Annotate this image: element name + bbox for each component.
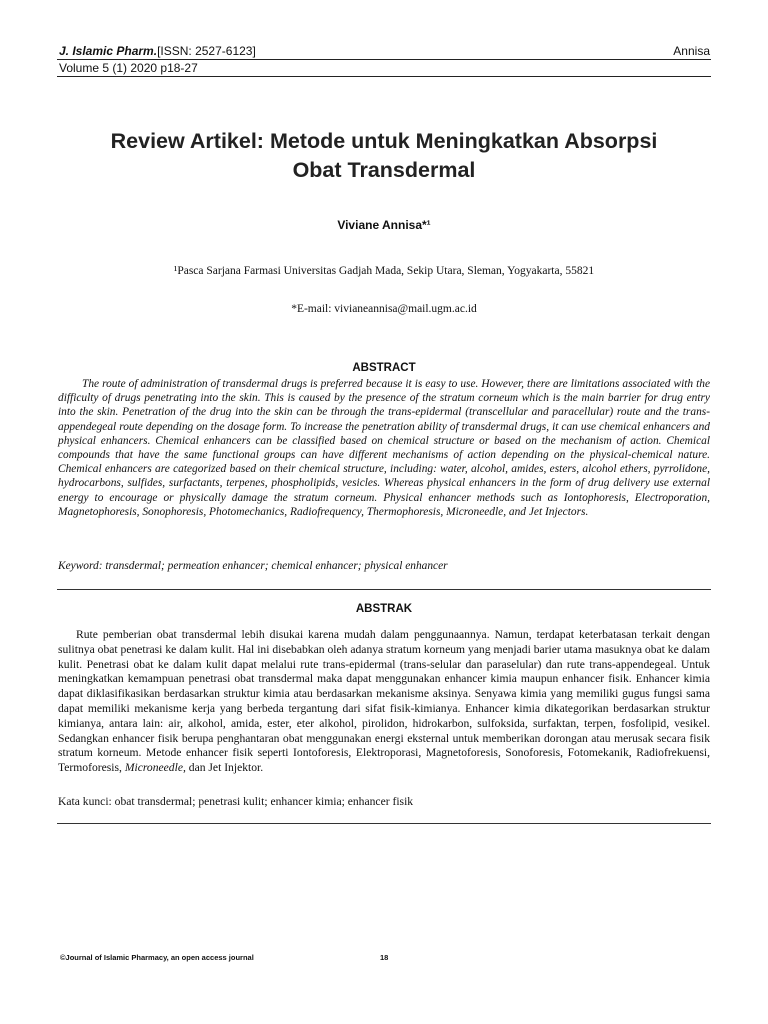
abstract-text: The route of administration of transdermal drugs is preferred because it is easy to use. However, there are limitations associated with the difficulty of drugs penetrating into the skin. This is caused by the presence of the stratum corneum which is the main barrier for drug entry into the skin. Penetration of the drug into the skin can be through the trans-epidermal (transcellular and paracellular) route and the trans-appendegeal route depending on the dosage form. To increase the penetration ability of transdermal drugs, it can use chemical enhancers and physical enhancers. Chemical enhancers can be classified based on chemical structure or based on the mechanism of action. Chemical compounds that have the same functional groups can have different mechanisms of action depending on the physical-chemical nature. Chemical enhancers are categorized based on their chemical structure, including: water, alcohol, amides, esters, alcohol ethers, pyrrolidone, hydrocarbons, sulfides, surfactants, terpenes, phospholipids, vesicles. Whereas physical enhancers in the form of drug delivery use external energy to encourage or physically damage the stratum corneum. Physical enhancer methods such as Iontophoresis, Electroporation, Magnetophoresis, Sonophoresis, Photomechanics, Radiofrequency, Thermophoresis, Microneedle, and Jet Injectors. [58, 378, 710, 518]
journal-name: J. Islamic Pharm. [59, 44, 158, 58]
footer-copyright: ©Journal of Islamic Pharmacy, an open access journal [60, 953, 254, 962]
author-name: Viviane Annisa*¹ [337, 218, 431, 232]
running-header-author: Annisa [673, 44, 710, 58]
title-line-2: Obat Transdermal [292, 158, 476, 182]
volume-info: Volume 5 (1) 2020 p18-27 [59, 61, 198, 75]
article-title [60, 127, 708, 185]
header-divider [57, 59, 711, 60]
abstract-heading: ABSTRACT [352, 362, 416, 374]
section-divider-top [57, 589, 711, 590]
header-divider-bottom [57, 76, 711, 77]
page-number: 18 [380, 953, 389, 962]
title-line-1: Review Artikel: Metode untuk Meningkatkan Absorpsi [110, 129, 658, 153]
author-affiliation: ¹Pasca Sarjana Farmasi Universitas Gadjah Mada, Sekip Utara, Sleman, Yogyakarta, 55821 [173, 265, 595, 277]
abstrak-keywords: Kata kunci: obat transdermal; penetrasi kulit; enhancer kimia; enhancer fisik [58, 795, 414, 808]
abstrak-text-italic: Microneedle, [124, 761, 186, 775]
abstrak-text-end: dan Jet Injektor. [185, 761, 264, 775]
abstrak-text-main: Rute pemberian obat transdermal lebih disukai karena mudah dalam penggunaannya. Namun, terdapat keterbatasan terkait dengan sulitnya obat penetrasi ke dalam kulit. Hal ini disebabkan oleh adanya stratum korneum yang menjadi barier utama masuknya obat ke dalam kulit. Penetrasi obat ke dalam kulit dapat melalui rute trans-epidermal (trans-selular dan paraselular) dan rute trans-appendegeal. Untuk meningkatkan kemampuan penetrasi obat transdermal maka dapat menggunakan enhancer kimia maupun enhancer fisik. Enhancer kimia dapat diklasifikasikan berdasarkan struktur kimia atau berdasarkan mekanisme aksinya. Senyawa kimia yang memiliki gugus fungsi sama dapat memiliki mekanisme kerja yang berbeda tergantung dari sifat fisik-kimianya. Enhancer kimia dikategorikan berdasarkan struktur kimianya, antara lain: air, alkohol, amida, ester, eter alkohol, pirolidon, hidrokarbon, sulfoksida, surfaktan, terpen, fosfolipid, vesikel. Sedangkan enhancer fisik berupa penghantaran obat menggunakan energi eksternal untuk memberikan dorongan atau merusak secara fisik stratum korneum. Metode enhancer fisik seperti Iontoforesis, Elektroporasi, Magnetoforesis, Sonoforesis, Fotomekanik, Radiofrekuensi, Termoforesis, [58, 628, 710, 775]
section-divider-bottom [57, 823, 711, 824]
abstrak-text [58, 628, 710, 776]
abstrak-heading: ABSTRAK [355, 603, 413, 615]
author-email: *E-mail: vivianeannisa@mail.ugm.ac.id [291, 303, 477, 315]
abstract-keywords: Keyword: transdermal; permeation enhancer; chemical enhancer; physical enhancer [58, 560, 448, 572]
running-header-journal [59, 44, 256, 58]
journal-issn: [ISSN: 2527-6123] [157, 44, 256, 58]
